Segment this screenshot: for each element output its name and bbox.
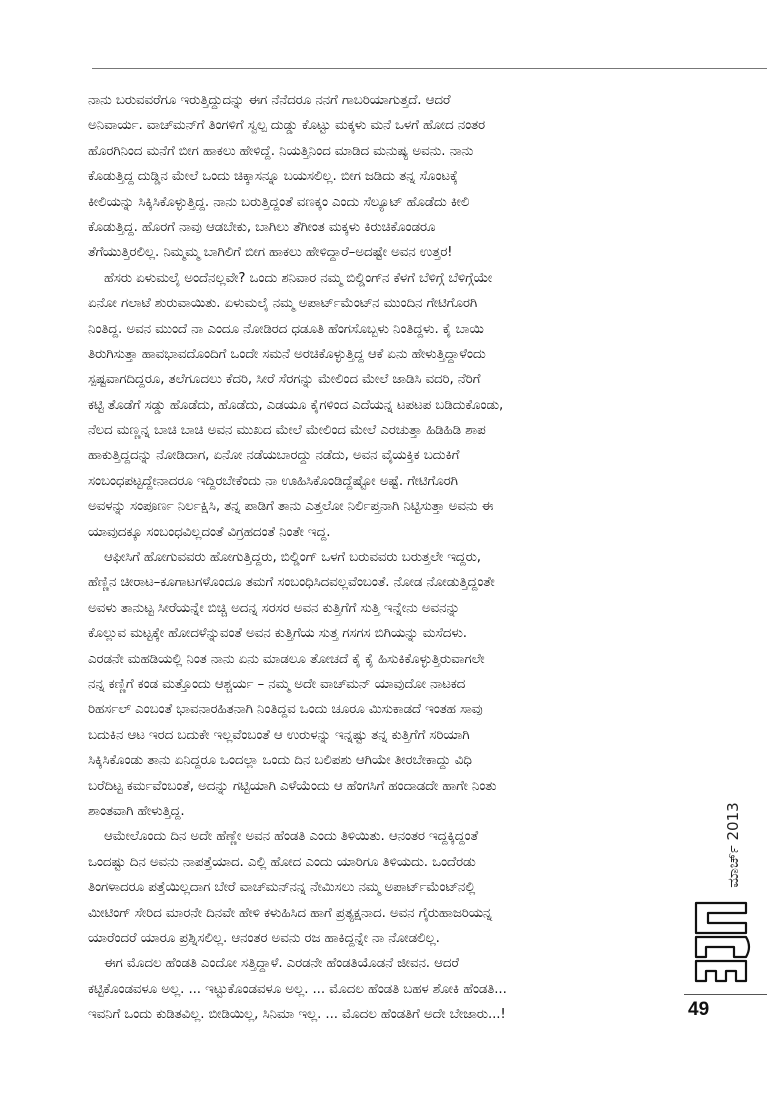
text-line: ತೆಗೆಯುತ್ತಿರಲಿಲ್ಲ. ನಿಮ್ಮಮ್ಮ ಬಾಗಿಲಿಗೆ ಬೀಗ ಹಾಕಲು ಹೇಳಿದ್ದಾರೆ–ಅದಷ್ಟೇ ಅವನ ಉತ್ತರ! — [88, 245, 453, 261]
text-line: ಇವನಿಗೆ ಒಂದು ಕುಡಿತವಿಲ್ಲ. ಬೀಡಿಯಿಲ್ಲ, ಸಿನಿಮಾ ಇಲ್ಲ. ... ಮೊದಲ ಹೆಂಡತಿಗೆ ಅದೇ ಬೇಜಾರು...! — [88, 1007, 506, 1023]
text-line: ಸಿಕ್ಕಿಸಿಕೊಂಡು ತಾನು ಏನಿದ್ದರೂ ಒಂದಲ್ಲಾ ಒಂದು ದಿನ ಬಲಿಪಶು ಆಗಿಯೇ ತೀರಬೇಕಾದ್ದು ವಿಧಿ — [88, 753, 472, 769]
text-line: ಬದುಕಿನ ಆಟ ಇರದ ಬದುಕೇ ಇಲ್ಲವೆಂಬಂತೆ ಆ ಉರುಳನ್ನು ಇನ್ನಷ್ಟು ತನ್ನ ಕುತ್ತಿಗೆಗೆ ಸರಿಯಾಗಿ — [88, 727, 470, 743]
text-line: ತಿರುಗಿಸುತ್ತಾ ಹಾವಭಾವದೊಂದಿಗೆ ಒಂದೇ ಸಮನೆ ಅರಚಿಕೊಳ್ಳುತ್ತಿದ್ದ ಆಕೆ ಏನು ಹೇಳುತ್ತಿದ್ದಾಳೆಂದು — [88, 346, 486, 362]
text-line: ಯಾರೆಂದರೆ ಯಾರೂ ಪ್ರಶ್ನಿಸಲಿಲ್ಲ. ಆನಂತರ ಅವನು ರಜ ಹಾಕಿದ್ದನ್ನೇ ನಾ ನೋಡಲಿಲ್ಲ. — [88, 930, 440, 946]
text-line: ಹೆಣ್ಣಿನ ಚೀರಾಟ–ಕೂಗಾಟಗಳೊಂದೂ ತಮಗೆ ಸಂಬಂಧಿಸಿದವಲ್ಲವೆಂಬಂತೆ. ನೋಡ ನೋಡುತ್ತಿದ್ದಂತೇ — [88, 575, 495, 591]
text-line: ಅನಿವಾರ್ಯ. ವಾಚ್‍ಮನ್‍ಗೆ ತಿಂಗಳಿಗೆ ಸ್ವಲ್ಪ ದುಡ್ಡು ಕೊಟ್ಟು ಮಕ್ಕಳು ಮನೆ ಒಳಗೆ ಹೋದ ನಂತರ — [88, 118, 486, 134]
side-branding — [688, 795, 758, 985]
text-line: ಈಗ ಮೊದಲ ಹೆಂಡತಿ ಎಂದೋ ಸತ್ತಿದ್ದಾಳೆ. ಎರಡನೇ ಹೆಂಡತಿಯೊಡನೆ ಜೀವನ. ಆದರೆ — [104, 956, 459, 972]
paragraph — [88, 545, 674, 824]
text-line: ಒಂದಷ್ಟು ದಿನ ಅವನು ನಾಪತ್ತೆಯಾದ. ಎಲ್ಲಿ ಹೋದ ಎಂದು ಯಾರಿಗೂ ತಿಳಿಯದು. ಒಂದೆರಡು — [88, 854, 476, 870]
text-line: ರಿಹರ್ಸಲ್ ಎಂಬಂತೆ ಭಾವನಾರಹಿತನಾಗಿ ನಿಂತಿದ್ದವ ಒಂದು ಚೂರೂ ಮಿಸುಕಾಡದೆ ಇಂತಹ ಸಾವು — [88, 702, 483, 718]
text-line: ತಿಂಗಳಾದರೂ ಪತ್ತೆಯಿಲ್ಲದಾಗ ಬೇರೆ ವಾಚ್‍ಮನ್‍ನನ್ನ ನೇಮಿಸಲು ನಮ್ಮ ಅಪಾರ್ಟ್‍ಮೆಂಟ್‍ನಲ್ಲಿ — [88, 880, 476, 896]
paragraph — [88, 88, 674, 266]
paragraph — [88, 266, 674, 545]
text-line: ಹೆಸರು ಏಳುಮಲೈ ಅಂದೆನಲ್ಲವೇ? ಒಂದು ಶನಿವಾರ ನಮ್ಮ ಬಿಲ್ಡಿಂಗ್‍ನ ಕೆಳಗೆ ಬೆಳಿಗ್ಗೆ ಬೆಳಿಗ್ಗೆಯೇ — [104, 270, 493, 286]
text-line: ಎರಡನೇ ಮಹಡಿಯಲ್ಲಿ ನಿಂತ ನಾನು ಏನು ಮಾಡಲೂ ತೋಚದೆ ಕೈ ಕೈ ಹಿಸುಕಿಕೊಳ್ಳುತ್ತಿರುವಾಗಲೇ — [88, 651, 485, 667]
text-line: ಕಟ್ಟಿಕೊಂಡವಳೂ ಅಲ್ಲ. ... ಇಟ್ಟುಕೊಂಡವಳೂ ಅಲ್ಲ. ... ಮೊದಲ ಹೆಂಡತಿ ಬಹಳ ಶೋಕಿ ಹೆಂಡತಿ... — [88, 981, 507, 997]
header-rule — [92, 68, 767, 69]
text-line: ಕಟ್ಟಿ ತೊಡೆಗೆ ಸಡ್ಡು ಹೊಡೆದು, ಹೊಡೆದು, ಎಡಯೂ ಕೈಗಳಿಂದ ಎದೆಯನ್ನ ಟಪಟಪ ಬಡಿದುಕೊಂಡು, — [88, 397, 504, 413]
text-line: ಸಂಬಂಧಪಟ್ಟದ್ದೇನಾದರೂ ಇದ್ದಿರಬೇಕೆಂದು ನಾ ಊಹಿಸಿಕೊಂಡಿದ್ದೆಷ್ಟೋ ಅಷ್ಟೆ. ಗೇಟಿಗೊರಗಿ — [88, 473, 458, 489]
text-line: ಅವಳು ತಾನುಟ್ಟ ಸೀರೆಯನ್ನೇ ಬಿಚ್ಚಿ ಅದನ್ನ ಸರಸರ ಅವನ ಕುತ್ತಿಗೆಗೆ ಸುತ್ತಿ ಇನ್ನೇನು ಅವನನ್ನು — [88, 600, 460, 616]
text-line: ನಿಂತಿದ್ದ. ಅವನ ಮುಂದೆ ನಾ ಎಂದೂ ನೋಡಿರದ ಧಡೂತಿ ಹೆಂಗಸೊಬ್ಬಳು ನಿಂತಿದ್ದಳು. ಕೈ ಬಾಯಿ — [88, 321, 484, 337]
text-line: ಆಫೀಸಿಗೆ ಹೋಗುವವರು ಹೋಗುತ್ತಿದ್ದರು, ಬಿಲ್ಡಿಂಗ್ ಒಳಗೆ ಬರುವವರು ಬರುತ್ತಲೇ ಇದ್ದರು, — [104, 550, 481, 566]
text-line: ಕೊಲ್ಲುವ ಮಟ್ಟಕ್ಕೇ ಹೋದಳೆನ್ನುವಂತೆ ಅವನ ಕುತ್ತಿಗೆಯ ಸುತ್ತ ಗಸಗಸ ಬಿಗಿಯನ್ನು ಮಸೆದಳು. — [88, 626, 467, 642]
text-line: ಸ್ಪಷ್ಟವಾಗದಿದ್ದರೂ, ತಲೆಗೂದಲು ಕೆದರಿ, ಸೀರೆ ಸೆರಗನ್ನು ಮೇಲಿಂದ ಮೇಲೆ ಜಾಡಿಸಿ ವದರಿ, ನೆರಿಗೆ — [88, 372, 481, 388]
text-line: ಏನೋ ಗಲಾಟೆ ಶುರುವಾಯಿತು. ಏಳುಮಲೈ ನಮ್ಮ ಅಪಾರ್ಟ್‍ಮೆಂಟ್‍ನ ಮುಂದಿನ ಗೇಟಿಗೊರಗಿ — [88, 296, 478, 312]
text-line: ಅವಳನ್ನು ಸಂಪೂರ್ಣ ನಿರ್ಲಕ್ಷಿಸಿ, ತನ್ನ ಪಾಡಿಗೆ ತಾನು ಎತ್ತಲೋ ನಿರ್ಲಿಪ್ತನಾಗಿ ನಿಟ್ಟಿಸುತ್ತಾ ಅವನು ಈ — [88, 499, 494, 515]
text-line: ನಾನು ಬರುವವರೆಗೂ ಇರುತ್ತಿದ್ದುದನ್ನು ಈಗ ನೆನೆದರೂ ನನಗೆ ಗಾಬರಿಯಾಗುತ್ತದೆ. ಆದರೆ — [88, 93, 451, 108]
issue-date — [718, 795, 748, 895]
text-line: ಮೀಟಿಂಗ್ ಸೇರಿದ ಮಾರನೇ ದಿನವೇ ಹೇಳಿ ಕಳುಹಿಸಿದ ಹಾಗೆ ಪ್ರತ್ಯಕ್ಷನಾದ. ಅವನ ಗೈರುಹಾಜರಿಯನ್ನ — [88, 905, 493, 921]
text-line: ಕೊಡುತ್ತಿದ್ದ. ಹೊರಗೆ ನಾವು ಆಡಬೇಕು, ಬಾಗಿಲು ತೆಗೀಂತ ಮಕ್ಕಳು ಕಿರುಚಿಕೊಂಡರೂ — [88, 219, 436, 235]
text-line: ನೆಲದ ಮಣ್ಣನ್ನ ಬಾಚಿ ಬಾಚಿ ಅವನ ಮುಖದ ಮೇಲೆ ಮೇಲಿಂದ ಮೇಲೆ ಎರಚುತ್ತಾ ಹಿಡಿಹಿಡಿ ಶಾಪ — [88, 423, 486, 439]
text-line: ಬರೆದಿಟ್ಟ ಕರ್ಮವೆಂಬಂತೆ, ಅದನ್ನು ಗಟ್ಟಿಯಾಗಿ ಎಳೆಯೆಂದು ಆ ಹೆಂಗಸಿಗೆ ಹಂದಾಡದೇ ಹಾಗೇ ನಿಂತು — [88, 778, 497, 794]
text-line: ಯಾವುದಕ್ಕೂ ಸಂಬಂಧವಿಲ್ಲದಂತೆ ವಿಗ್ರಹದಂತೆ ನಿಂತೇ ಇದ್ದ. — [88, 524, 331, 540]
paragraph — [88, 824, 674, 951]
footer-rule — [684, 994, 767, 995]
text-line: ಹಾಕುತ್ತಿದ್ದದನ್ನು ನೋಡಿದಾಗ, ಏನೋ ನಡೆಯಬಾರದ್ದು ನಡೆದು, ಅವನ ವೈಯಕ್ತಿಕ ಬದುಕಿಗೆ — [88, 448, 460, 464]
issue-date-text: ಮಾರ್ಚ್ 2013 — [724, 802, 742, 888]
text-line: ಹೊರಗಿನಿಂದ ಮನೆಗೆ ಬೀಗ ಹಾಕಲು ಹೇಳಿದ್ದೆ. ನಿಯತ್ತಿನಿಂದ ಮಾಡಿದ ಮನುಷ್ಯ ಅವನು. ನಾನು — [88, 143, 474, 159]
paragraph — [88, 951, 674, 1027]
article-body — [88, 88, 674, 1027]
page-number: 49 — [688, 999, 710, 1020]
text-line: ಶಾಂತವಾಗಿ ಹೇಳುತ್ತಿದ್ದ. — [88, 803, 185, 819]
mayura-logo-icon — [688, 899, 758, 985]
text-line: ಕೊಡುತ್ತಿದ್ದ ದುಡ್ಡಿನ ಮೇಲೆ ಒಂದು ಚಿಕ್ಕಾಸನ್ನೂ ಬಯಸಲಿಲ್ಲ. ಬೀಗ ಜಡಿದು ತನ್ನ ಸೊಂಟಕ್ಕೆ — [88, 169, 458, 185]
text-line: ಆಮೇಲೊಂದು ದಿನ ಅದೇ ಹೆಣ್ಣೇ ಅವನ ಹೆಂಡತಿ ಎಂದು ತಿಳಿಯಿತು. ಆನಂತರ ಇದ್ದಕ್ಕಿದ್ದಂತೆ — [104, 829, 479, 845]
text-line: ಕೀಲಿಯನ್ನು ಸಿಕ್ಕಿಸಿಕೊಳ್ಳುತ್ತಿದ್ದ. ನಾನು ಬರುತ್ತಿದ್ದಂತೆ ವಣಕ್ಕಂ ಎಂದು ಸೆಲ್ಯೂಟ್ ಹೊಡೆದು ಕೀಲಿ — [88, 194, 470, 210]
text-line: ನನ್ನ ಕಣ್ಣಿಗೆ ಕಂಡ ಮತ್ತೊಂದು ಆಶ್ಚರ್ಯ – ನಮ್ಮ ಅದೇ ವಾಚ್‍ಮನ್ ಯಾವುದೋ ನಾಟಕದ — [88, 676, 466, 692]
